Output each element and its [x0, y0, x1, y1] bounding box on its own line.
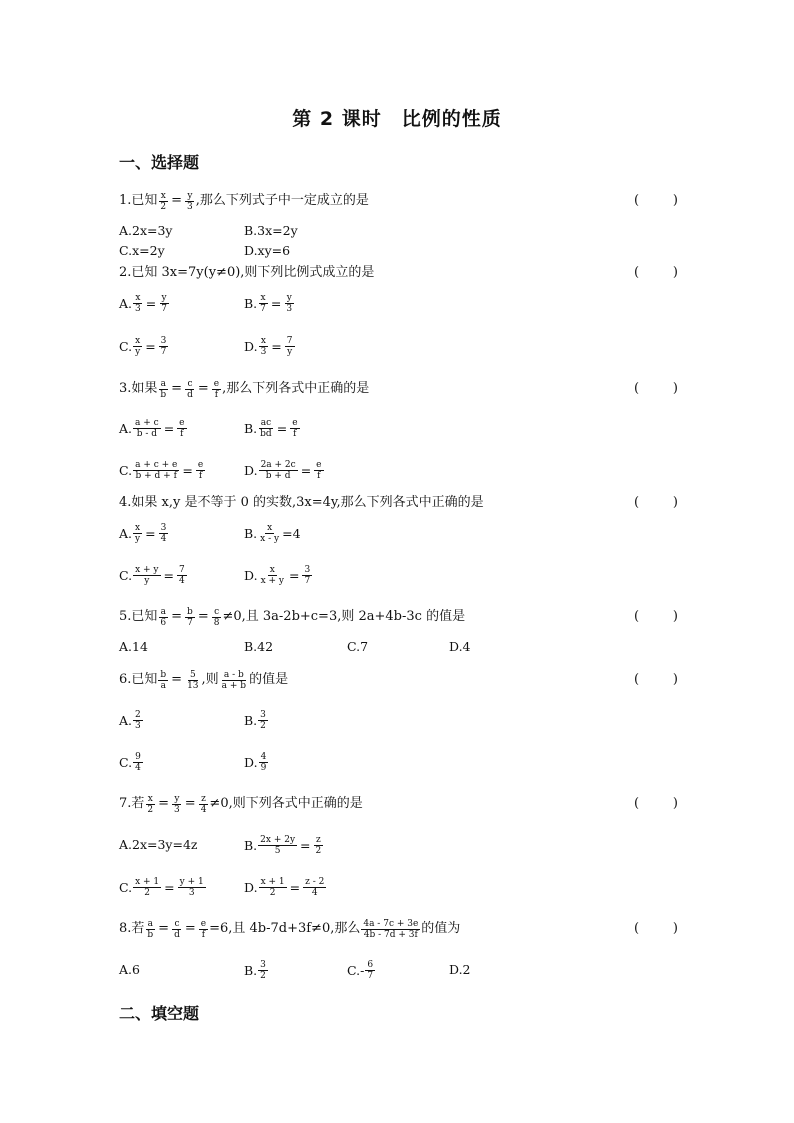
question-1: 1.已知 $\frac{x}{2}$ = $\frac{y}{3}$ ,那么下列式子中一定成立的是: [119, 190, 369, 212]
q6-option-b[interactable]: B. $\frac{3}{2}$: [244, 710, 266, 731]
q6-option-a[interactable]: A. $\frac{2}{3}$: [119, 710, 141, 731]
question-4: 4.如果 x,y 是不等于 0 的实数,3x=4y,那么下列各式中正确的是: [119, 495, 484, 510]
section-heading-choice: 一、选择题: [119, 153, 200, 172]
page-title: 第 2 课时 比例的性质: [292, 108, 502, 130]
q8-option-b[interactable]: B. $\frac{3}{2}$: [244, 960, 266, 981]
q5-answer-blank[interactable]: ( ): [634, 609, 678, 624]
q7-answer-blank[interactable]: ( ): [634, 796, 678, 811]
q5-option-d[interactable]: D.4: [449, 639, 471, 654]
q2-answer-blank[interactable]: ( ): [634, 265, 678, 280]
q1-option-b[interactable]: B.3x=2y: [244, 223, 298, 238]
question-8: 8.若 $\frac{a}{b}$ = $\frac{c}{d}$ = $\frac{e}{f}$ =6,且 4b-7d+3f≠0,那么 $\frac{4a - 7c + 3e}{4b - 7d + 3f}$ 的值为: [119, 918, 461, 940]
q8-option-a[interactable]: A.6: [119, 962, 140, 977]
q2-option-a[interactable]: A. $\frac{x}{3}$ = $\frac{y}{7}$: [119, 293, 167, 314]
q4-answer-blank[interactable]: ( ): [634, 495, 678, 510]
q6-option-d[interactable]: D. $\frac{4}{9}$: [244, 752, 267, 773]
q3-answer-blank[interactable]: ( ): [634, 381, 678, 396]
q3-option-c[interactable]: C. $\frac{a + c + e}{b + d + f}$ = $\frac{e}{f}$: [119, 460, 204, 481]
question-7: 7.若 $\frac{x}{2}$ = $\frac{y}{3}$ = $\frac{z}{4}$ ≠0,则下列各式中正确的是: [119, 793, 363, 815]
q4-option-a[interactable]: A. $\frac{x}{y}$ = $\frac{3}{4}$: [119, 523, 167, 544]
q5-option-b[interactable]: B.42: [244, 639, 274, 654]
question-2: 2.已知 3x=7y(y≠0),则下列比例式成立的是: [119, 265, 375, 280]
q1-fraction-1: $\frac{x}{2}$: [160, 190, 167, 212]
q3-option-b[interactable]: B. $\frac{ac}{bd}$ = $\frac{e}{f}$: [244, 418, 298, 439]
q3-option-d[interactable]: D. $\frac{2a + 2c}{b + d}$ = $\frac{e}{f}$: [244, 460, 322, 481]
q6-answer-blank[interactable]: ( ): [634, 672, 678, 687]
question-5: 5.已知 $\frac{a}{6}$ = $\frac{b}{7}$ = $\frac{c}{8}$ ≠0,且 3a-2b+c=3,则 2a+4b-3c 的值是: [119, 606, 466, 628]
q8-answer-blank[interactable]: ( ): [634, 921, 678, 936]
q4-option-b[interactable]: B. $\frac{x}{x - y}$ =4: [244, 523, 301, 544]
q7-option-b[interactable]: B. $\frac{2x + 2y}{5}$ = $\frac{z}{2}$: [244, 835, 322, 856]
question-3: 3.如果 $\frac{a}{b}$ = $\frac{c}{d}$ = $\frac{e}{f}$ ,那么下列各式中正确的是: [119, 378, 370, 400]
q1-fraction-2: $\frac{y}{3}$: [187, 190, 193, 212]
q1-answer-blank[interactable]: ( ): [634, 193, 678, 208]
q7-option-d[interactable]: D. $\frac{x + 1}{2}$ = $\frac{z - 2}{4}$: [244, 877, 325, 898]
q6-option-c[interactable]: C. $\frac{9}{4}$: [119, 752, 141, 773]
section-heading-fill-in: 二、填空题: [119, 1004, 200, 1023]
q2-option-d[interactable]: D. $\frac{x}{3}$ = $\frac{7}{y}$: [244, 336, 293, 357]
q4-option-c[interactable]: C. $\frac{x + y}{y}$ = $\frac{7}{4}$: [119, 565, 185, 586]
q5-option-a[interactable]: A.14: [119, 639, 148, 654]
q7-option-a[interactable]: A.2x=3y=4z: [119, 837, 198, 852]
q7-option-c[interactable]: C. $\frac{x + 1}{2}$ = $\frac{y + 1}{3}$: [119, 877, 204, 898]
q8-option-d[interactable]: D.2: [449, 962, 471, 977]
q3-option-a[interactable]: A. $\frac{a + c}{b - d}$ = $\frac{e}{f}$: [119, 418, 185, 439]
q1-option-a[interactable]: A.2x=3y: [119, 223, 173, 238]
q1-stem-prefix: 1.已知: [119, 193, 158, 208]
q2-option-b[interactable]: B. $\frac{x}{7}$ = $\frac{y}{3}$: [244, 293, 293, 314]
question-6: 6.已知 $\frac{b}{a}$ = $\frac{5}{13}$ ,则 $\frac{a - b}{a + b}$ 的值是: [119, 669, 289, 691]
q4-option-d[interactable]: D. $\frac{x}{x + y}$ = $\frac{3}{7}$: [244, 565, 311, 586]
q1-option-d[interactable]: D.xy=6: [244, 243, 291, 258]
q1-stem-suffix: ,那么下列式子中一定成立的是: [195, 193, 369, 208]
q8-option-c[interactable]: C.- $\frac{6}{7}$: [347, 960, 374, 981]
q1-option-c[interactable]: C.x=2y: [119, 243, 165, 258]
q2-option-c[interactable]: C. $\frac{x}{y}$ = $\frac{3}{7}$: [119, 336, 167, 357]
q5-option-c[interactable]: C.7: [347, 639, 369, 654]
